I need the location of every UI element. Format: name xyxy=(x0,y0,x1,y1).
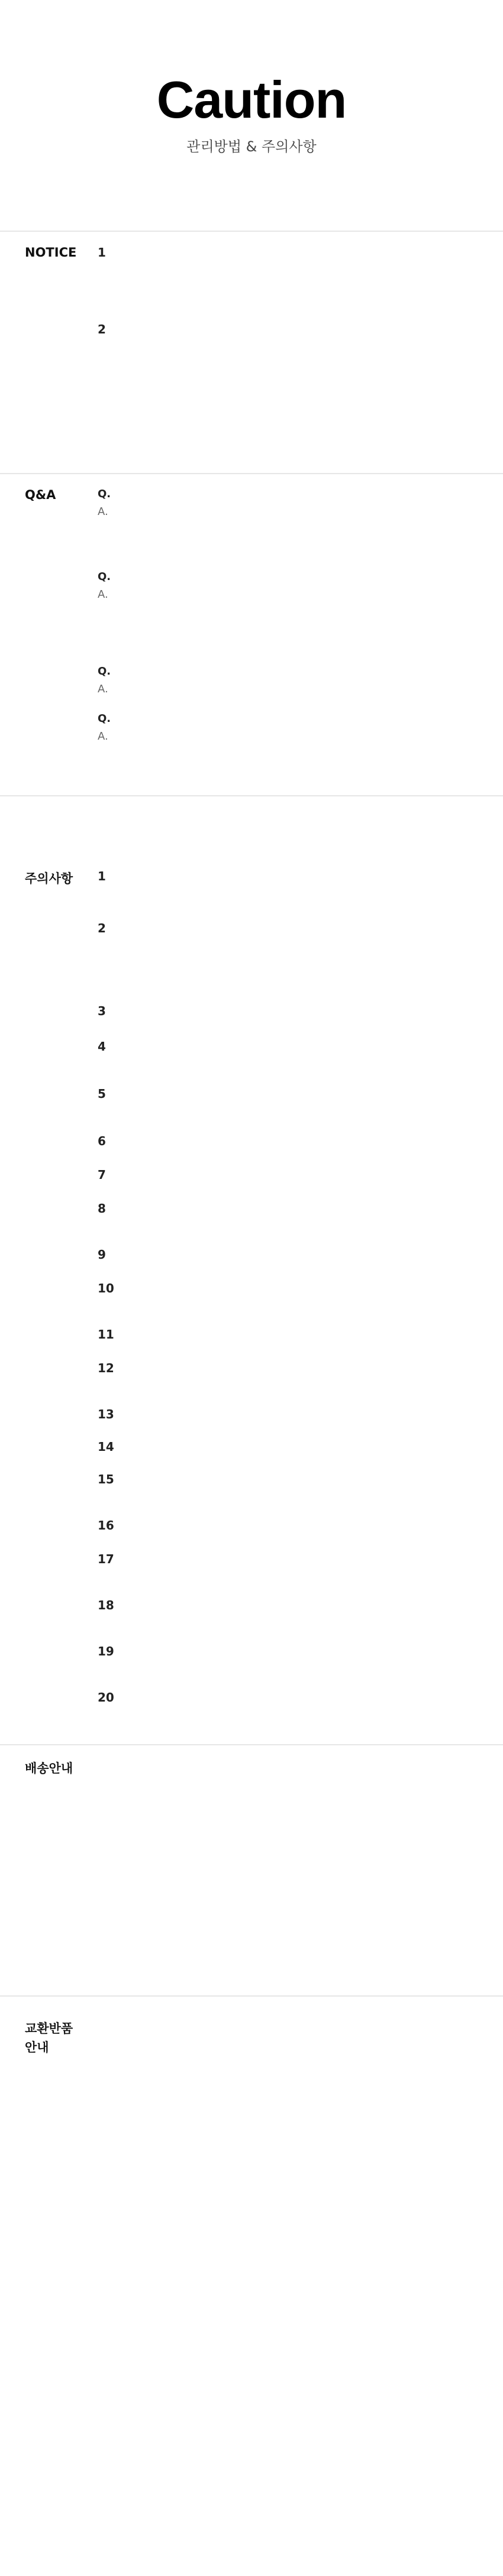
item-number: 20 xyxy=(98,1690,114,1705)
qa-title: Q&A xyxy=(25,488,56,502)
answer-mark: A. xyxy=(98,588,108,601)
caution-item xyxy=(98,1281,488,1317)
caution-item xyxy=(98,1440,488,1463)
caution-item xyxy=(98,1134,488,1158)
item-number: 13 xyxy=(98,1407,114,1421)
caution-item xyxy=(98,1361,488,1396)
page-header xyxy=(0,0,503,231)
caution-title: 주의사항 xyxy=(25,871,73,886)
item-number: 16 xyxy=(98,1518,114,1532)
item-number: 17 xyxy=(98,1552,114,1566)
answer-mark: A. xyxy=(98,730,108,743)
item-number: 15 xyxy=(98,1472,114,1486)
caution-item xyxy=(98,1201,488,1237)
item-number: 19 xyxy=(98,1644,114,1658)
item-number: 6 xyxy=(98,1134,106,1148)
notice-section xyxy=(0,245,503,473)
question-mark: Q. xyxy=(98,712,111,725)
caution-item xyxy=(98,921,488,992)
item-number: 1 xyxy=(98,245,106,260)
exchange-title: 교환반품 xyxy=(25,2021,73,2036)
question-mark: Q. xyxy=(98,665,111,678)
qa-item xyxy=(98,665,488,701)
caution-item xyxy=(98,1598,488,1634)
item-number: 10 xyxy=(98,1281,114,1295)
divider xyxy=(0,795,503,796)
item-number: 18 xyxy=(98,1598,114,1612)
divider xyxy=(0,1744,503,1745)
shipping-section xyxy=(0,1759,503,1995)
caution-item xyxy=(98,1407,488,1431)
item-number: 7 xyxy=(98,1168,106,1182)
divider xyxy=(0,231,503,232)
divider xyxy=(0,1995,503,1997)
page-subtitle: 관리방법 & 주의사항 xyxy=(186,138,317,155)
caution-item xyxy=(98,1690,488,1744)
caution-item xyxy=(98,1327,488,1351)
exchange-section xyxy=(0,2019,503,2539)
page-title: Caution xyxy=(156,70,347,129)
item-number: 12 xyxy=(98,1361,114,1375)
notice-title: NOTICE xyxy=(25,245,77,260)
caution-item xyxy=(98,1168,488,1191)
qa-section xyxy=(0,488,503,795)
caution-item xyxy=(98,1518,488,1542)
question-mark: Q. xyxy=(98,571,111,583)
item-number: 3 xyxy=(98,1004,106,1018)
caution-item xyxy=(98,1004,488,1028)
caution-item xyxy=(98,1644,488,1680)
caution-item xyxy=(98,1472,488,1508)
notice-item xyxy=(98,322,488,440)
caution-item xyxy=(98,1039,488,1075)
answer-mark: A. xyxy=(98,506,108,518)
notice-item xyxy=(98,245,488,304)
divider xyxy=(0,473,503,474)
caution-section xyxy=(0,869,503,1705)
qa-item xyxy=(98,571,488,653)
item-number: 11 xyxy=(98,1327,114,1342)
item-number: 5 xyxy=(98,1087,106,1101)
item-number: 9 xyxy=(98,1248,106,1262)
shipping-title: 배송안내 xyxy=(25,1761,73,1775)
item-number: 14 xyxy=(98,1440,114,1454)
qa-item xyxy=(98,488,488,559)
caution-item xyxy=(98,869,488,910)
answer-mark: A. xyxy=(98,683,108,695)
caution-item xyxy=(98,1087,488,1122)
caution-item xyxy=(98,1552,488,1587)
item-number: 4 xyxy=(98,1039,106,1054)
qa-item xyxy=(98,712,488,783)
item-number: 2 xyxy=(98,921,106,935)
exchange-title-line2: 안내 xyxy=(25,2040,49,2055)
item-number: 2 xyxy=(98,322,106,336)
item-number: 1 xyxy=(98,869,106,883)
item-number: 8 xyxy=(98,1201,106,1216)
question-mark: Q. xyxy=(98,488,111,500)
caution-item xyxy=(98,1248,488,1271)
